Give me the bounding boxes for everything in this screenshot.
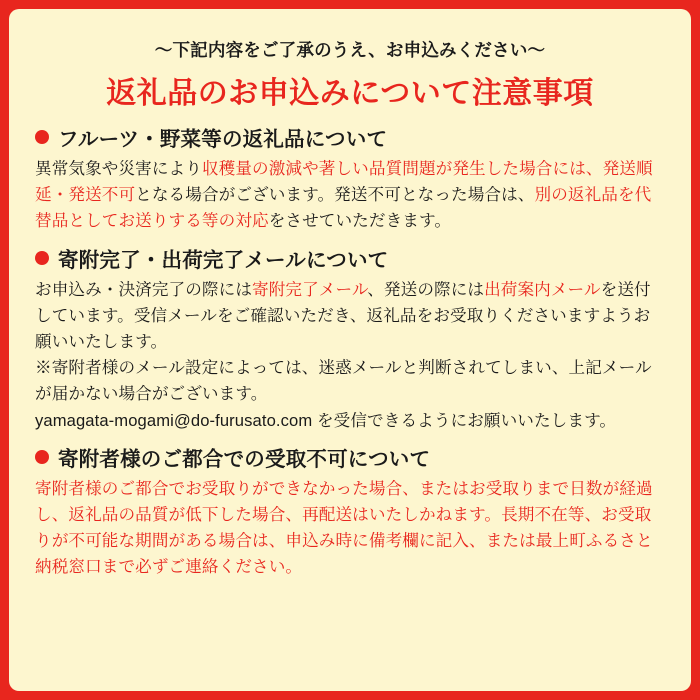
bullet-icon: [35, 251, 49, 265]
notice-panel: [9, 9, 691, 691]
section-heading-fruits: [35, 122, 665, 152]
section-body-fruits: [35, 156, 665, 235]
bullet-icon: [35, 130, 49, 144]
text-run: 異常気象や災害により: [35, 159, 202, 178]
section-body-mail: [35, 277, 665, 434]
notice-section-fruits: [35, 122, 665, 235]
text-run: お申込み・決済完了の際には: [35, 279, 253, 299]
section-heading-mail: [35, 243, 665, 273]
section-heading-text: 寄附完了・出荷完了メールについて: [58, 248, 389, 272]
text-run: をさせていただきます。: [268, 211, 452, 231]
notice-lede: ～下記内容をご了承のうえ、お申込みください～: [154, 40, 546, 60]
text-run-note: ※寄附者様のメール設定によっては、迷惑メールと判断されてしまい、上記メールが届かない場合がございます。: [35, 358, 652, 404]
section-heading-text: フルーツ・野菜等の返礼品について: [58, 128, 388, 151]
section-heading-nonreceipt: [35, 442, 665, 472]
text-run-highlight: 寄附者様のご都合でお受取りができなかった場合、またはお受取りまで日数が経過し、返礼品の品質が低下した場合、再配送はいたしかねます。長期不在等、お受取りが不可能な期間がある場合は、申込み時に備考欄に記入、または最上町ふるさと納税窓口まで必ずご連絡ください。: [35, 478, 653, 577]
notice-title: 返礼品のお申込みについて注意事項: [106, 77, 594, 110]
bullet-icon: [35, 450, 49, 464]
text-run: 、発送の際には: [367, 279, 485, 299]
text-run-highlight: 収穫量の激減や著しい品質問題が発生した場合には、発送順延・発送不可: [35, 159, 653, 205]
text-run: となる場合がございます。発送不可となった場合は、: [135, 185, 535, 205]
contact-email-text: yamagata-mogami@do-furusato.com を受信できるようにお願いいたします。: [35, 410, 617, 430]
notice-section-mail: [35, 243, 665, 434]
text-run-highlight: 出荷案内メール: [484, 279, 601, 299]
text-run-highlight: 寄附完了メール: [252, 279, 368, 299]
notice-section-nonreceipt: [35, 442, 665, 581]
section-heading-text: 寄附者様のご都合での受取不可について: [58, 447, 431, 471]
section-body-nonreceipt: [35, 476, 665, 581]
text-run: を送付しています。受信メールをご確認いただき、返礼品をお受取りくださいますようお願いいたします。: [35, 279, 651, 352]
text-run-highlight: 別の返礼品を代替品としてお送りする等の対応: [35, 185, 652, 231]
